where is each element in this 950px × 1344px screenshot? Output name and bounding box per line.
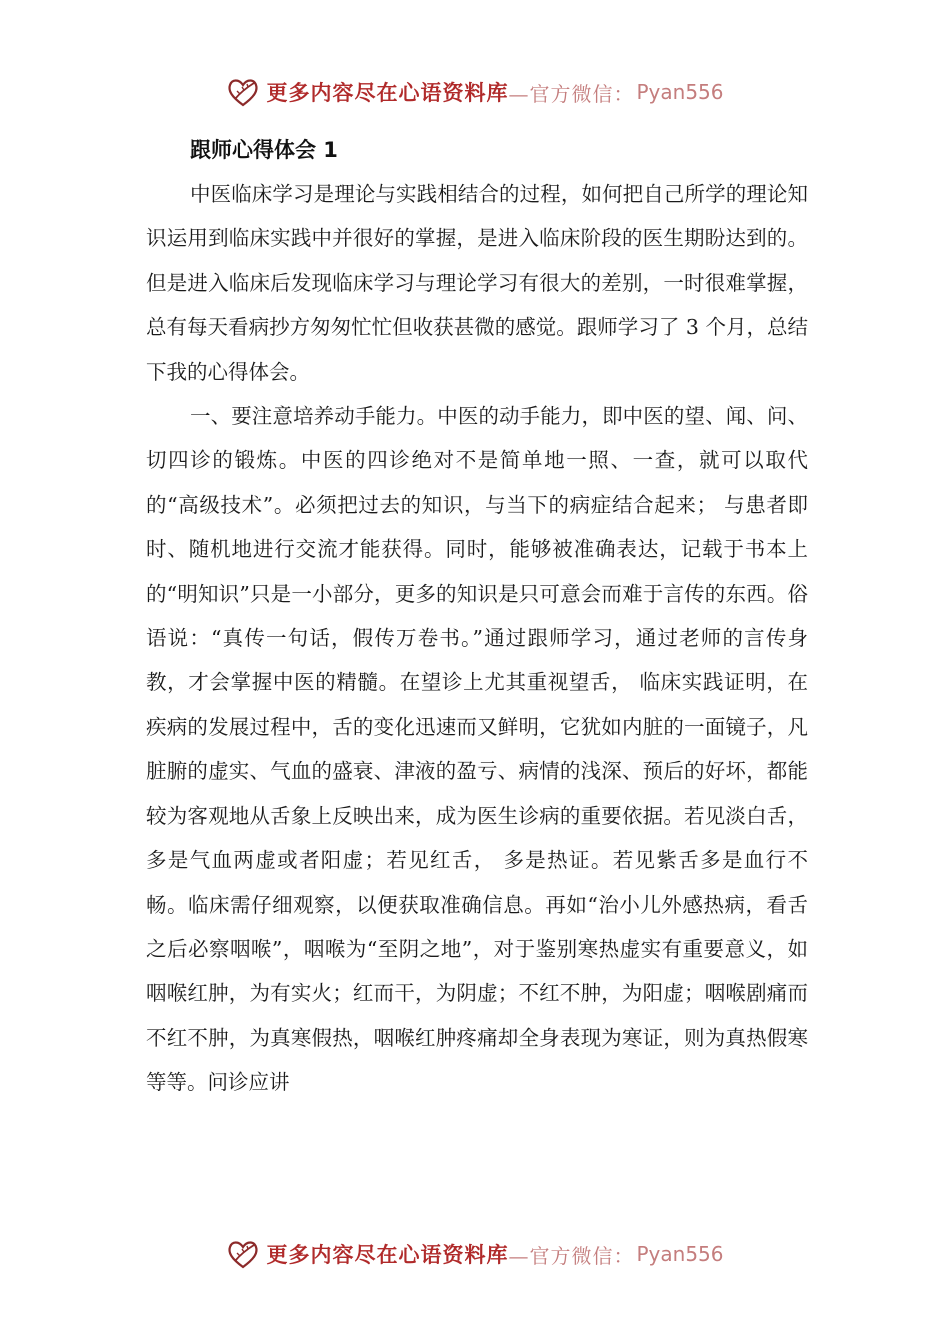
banner-main-text: 更多内容尽在心语资料库	[266, 80, 509, 105]
banner-sub-text: —官方微信：	[508, 1243, 635, 1268]
paragraph-intro: 中医临床学习是理论与实践相结合的过程，如何把自己所学的理论知识运用到临床实践中并很好的掌握，是进入临床阶段的医生期盼达到的。但是进入临床后发现临床学习与理论学习有很大的差别，一时很难掌握，总有每天看病抄方匆匆忙忙但收获甚微的感觉。跟师学习了 3 个月，总结下我的心得体会。	[146, 182, 808, 384]
heart-feather-icon	[226, 75, 260, 109]
banner-wechat-id: Pyan556	[636, 1242, 724, 1266]
footer-banner	[0, 1232, 950, 1276]
banner-sub-text: —官方微信：	[508, 81, 635, 106]
paragraph-section-one: 一、要注意培养动手能力。中医的动手能力，即中医的望、闻、问、切四诊的锻炼。中医的四诊绝对不是简单地一照、一查，就可以取代的“高级技术”。必须把过去的知识，与当下的病症结合起来； 与患者即时、随机地进行交流才能获得。同时，能够被准确表达，记载于书本上的“明知识”只是一小部分，更多的知识是只可意会而难于言传的东西。俗语说：“真传一句话，假传万卷书。”通过跟师学习，通过老师的言传身教，才会掌握中医的精髓。在望诊上尤其重视望舌， 临床实践证明，在疾病的发展过程中，舌的变化迅速而又鲜明，它犹如内脏的一面镜子，凡脏腑的虚实、气血的盛衰、津液的盈亏、病情的浅深、预后的好坏，都能较为客观地从舌象上反映出来，成为医生诊病的重要依据。若见淡白舌，多是气血两虚或者阳虚；若见红舌， 多是热证。若见紫舌多是血行不畅。临床需仔细观察，以便获取准确信息。再如“治小儿外感热病，看舌之后必察咽喉”，咽喉为“至阴之地”，对于鉴别寒热虚实有重要意义，如咽喉红肿，为有实火；红而干，为阴虚；不红不肿，为阳虚；咽喉剧痛而不红不肿，为真寒假热，咽喉红肿疼痛却全身表现为寒证，则为真热假寒等等。问诊应讲	[146, 404, 808, 1095]
banner-main-text: 更多内容尽在心语资料库	[266, 1242, 509, 1267]
banner-wechat-id: Pyan556	[636, 80, 724, 104]
header-banner	[0, 70, 950, 114]
heart-feather-icon	[226, 1237, 260, 1271]
document-body	[146, 128, 808, 1105]
document-title: 跟师心得体会 1	[190, 138, 338, 162]
